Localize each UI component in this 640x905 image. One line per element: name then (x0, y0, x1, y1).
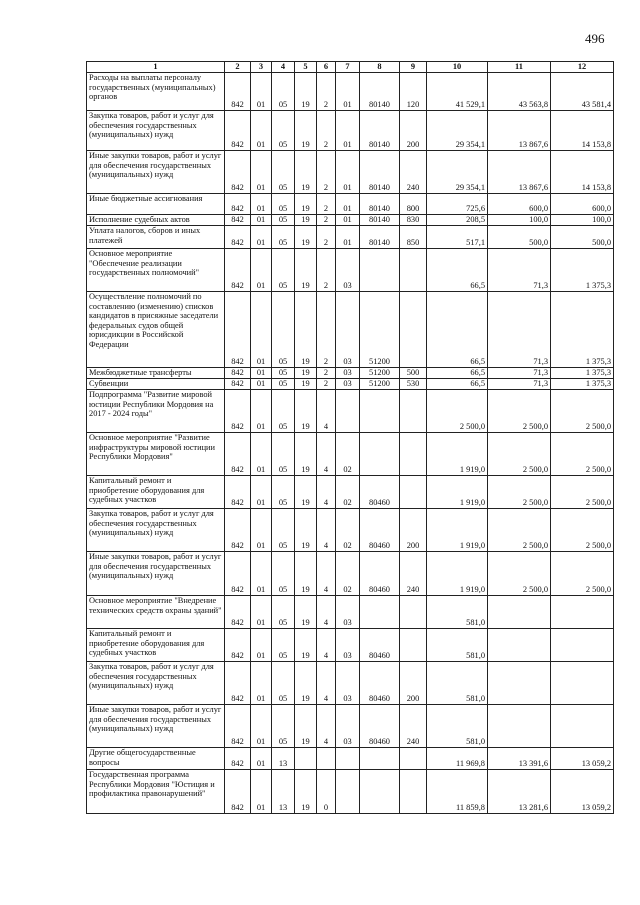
section-cell: 01 (251, 368, 272, 379)
amount-2024-cell: 2 500,0 (488, 476, 551, 509)
amount-2023-cell: 1 919,0 (427, 552, 488, 596)
amount-2025-cell (551, 705, 614, 748)
expense-type-cell: 830 (400, 215, 427, 226)
code-cell: 842 (225, 249, 251, 292)
table-row (87, 215, 614, 226)
table-row (87, 390, 614, 433)
amount-2023-cell: 29 354,1 (427, 151, 488, 194)
amount-2024-cell: 71,3 (488, 379, 551, 390)
row-name-cell: Основное мероприятие "Развитие инфраструктуры мировой юстиции Республики Мордовия" (87, 433, 225, 476)
amount-2025-cell: 43 581,4 (551, 73, 614, 111)
row-name-cell: Расходы на выплаты персоналу государственных (муниципальных) органов (87, 73, 225, 111)
subsection-cell: 05 (272, 215, 295, 226)
amount-2024-cell: 2 500,0 (488, 390, 551, 433)
amount-2025-cell (551, 662, 614, 705)
expense-type-cell: 850 (400, 226, 427, 249)
amount-2023-cell: 581,0 (427, 705, 488, 748)
amount-2023-cell: 1 919,0 (427, 476, 488, 509)
budget-table (86, 61, 614, 814)
row-name-cell: Капитальный ремонт и приобретение оборудования для судебных участков (87, 629, 225, 662)
direction-cell (360, 390, 400, 433)
amount-2024-cell (488, 629, 551, 662)
event-cell: 01 (336, 151, 360, 194)
direction-cell: 80460 (360, 705, 400, 748)
section-cell: 01 (251, 662, 272, 705)
subprogram-cell: 4 (317, 629, 336, 662)
row-name-cell: Капитальный ремонт и приобретение оборудования для судебных участков (87, 476, 225, 509)
subprogram-cell: 4 (317, 390, 336, 433)
program-cell: 19 (295, 662, 317, 705)
section-cell: 01 (251, 111, 272, 151)
subprogram-cell: 4 (317, 433, 336, 476)
table-row (87, 73, 614, 111)
code-cell: 842 (225, 226, 251, 249)
column-header: 5 (295, 62, 317, 73)
section-cell: 01 (251, 292, 272, 368)
direction-cell: 80140 (360, 215, 400, 226)
program-cell: 19 (295, 292, 317, 368)
amount-2023-cell: 1 919,0 (427, 509, 488, 552)
row-name-cell: Уплата налогов, сборов и иных платежей (87, 226, 225, 249)
amount-2023-cell: 581,0 (427, 662, 488, 705)
subprogram-cell: 2 (317, 379, 336, 390)
table-row (87, 596, 614, 629)
code-cell: 842 (225, 509, 251, 552)
program-cell: 19 (295, 552, 317, 596)
subsection-cell: 05 (272, 379, 295, 390)
code-cell: 842 (225, 151, 251, 194)
amount-2024-cell: 43 563,8 (488, 73, 551, 111)
event-cell: 03 (336, 292, 360, 368)
event-cell (336, 770, 360, 814)
row-name-cell: Закупка товаров, работ и услуг для обеспечения государственных (муниципальных) нужд (87, 509, 225, 552)
amount-2025-cell: 14 153,8 (551, 111, 614, 151)
program-cell: 19 (295, 596, 317, 629)
subprogram-cell: 4 (317, 596, 336, 629)
column-header: 4 (272, 62, 295, 73)
subprogram-cell: 2 (317, 292, 336, 368)
event-cell: 03 (336, 662, 360, 705)
subprogram-cell: 2 (317, 249, 336, 292)
code-cell: 842 (225, 379, 251, 390)
subprogram-cell: 2 (317, 151, 336, 194)
column-header: 7 (336, 62, 360, 73)
amount-2024-cell: 13 867,6 (488, 151, 551, 194)
amount-2024-cell: 600,0 (488, 194, 551, 215)
code-cell: 842 (225, 476, 251, 509)
program-cell: 19 (295, 509, 317, 552)
subprogram-cell: 2 (317, 194, 336, 215)
row-name-cell: Осуществление полномочий по составлению (изменению) списков кандидатов в присяжные заседатели федеральных судов общей юрисдикции в Российской Федерации (87, 292, 225, 368)
table-row (87, 509, 614, 552)
section-cell: 01 (251, 748, 272, 770)
subprogram-cell: 4 (317, 705, 336, 748)
amount-2023-cell: 581,0 (427, 629, 488, 662)
subsection-cell: 05 (272, 226, 295, 249)
amount-2025-cell: 2 500,0 (551, 509, 614, 552)
column-header: 9 (400, 62, 427, 73)
event-cell: 03 (336, 249, 360, 292)
subprogram-cell: 2 (317, 226, 336, 249)
expense-type-cell (400, 476, 427, 509)
column-header: 8 (360, 62, 400, 73)
row-name-cell: Иные закупки товаров, работ и услуг для обеспечения государственных (муниципальных) нужд (87, 151, 225, 194)
page-number: 496 (585, 31, 605, 46)
code-cell: 842 (225, 552, 251, 596)
program-cell: 19 (295, 433, 317, 476)
table-row (87, 705, 614, 748)
amount-2025-cell: 13 059,2 (551, 748, 614, 770)
section-cell: 01 (251, 379, 272, 390)
subsection-cell: 05 (272, 552, 295, 596)
subprogram-cell: 4 (317, 662, 336, 705)
amount-2024-cell: 71,3 (488, 292, 551, 368)
section-cell: 01 (251, 390, 272, 433)
code-cell: 842 (225, 433, 251, 476)
section-cell: 01 (251, 151, 272, 194)
amount-2024-cell: 13 867,6 (488, 111, 551, 151)
table-header-row (87, 62, 614, 73)
amount-2025-cell: 1 375,3 (551, 368, 614, 379)
subprogram-cell: 4 (317, 509, 336, 552)
amount-2023-cell: 725,6 (427, 194, 488, 215)
expense-type-cell (400, 770, 427, 814)
expense-type-cell: 530 (400, 379, 427, 390)
section-cell: 01 (251, 770, 272, 814)
direction-cell: 80140 (360, 111, 400, 151)
direction-cell: 80460 (360, 552, 400, 596)
direction-cell: 51200 (360, 292, 400, 368)
amount-2025-cell: 500,0 (551, 226, 614, 249)
amount-2024-cell (488, 705, 551, 748)
event-cell: 03 (336, 629, 360, 662)
event-cell: 02 (336, 433, 360, 476)
subsection-cell: 13 (272, 748, 295, 770)
column-header: 1 (87, 62, 225, 73)
amount-2023-cell: 66,5 (427, 368, 488, 379)
code-cell: 842 (225, 215, 251, 226)
expense-type-cell: 800 (400, 194, 427, 215)
program-cell: 19 (295, 226, 317, 249)
program-cell: 19 (295, 390, 317, 433)
column-header: 6 (317, 62, 336, 73)
direction-cell (360, 770, 400, 814)
amount-2023-cell: 41 529,1 (427, 73, 488, 111)
direction-cell: 80140 (360, 194, 400, 215)
table-row (87, 662, 614, 705)
subsection-cell: 05 (272, 368, 295, 379)
amount-2025-cell (551, 596, 614, 629)
expense-type-cell (400, 629, 427, 662)
code-cell: 842 (225, 292, 251, 368)
row-name-cell: Исполнение судебных актов (87, 215, 225, 226)
direction-cell: 80140 (360, 226, 400, 249)
subsection-cell: 05 (272, 662, 295, 705)
event-cell: 01 (336, 226, 360, 249)
amount-2025-cell: 14 153,8 (551, 151, 614, 194)
code-cell: 842 (225, 662, 251, 705)
row-name-cell: Закупка товаров, работ и услуг для обеспечения государственных (муниципальных) нужд (87, 662, 225, 705)
program-cell: 19 (295, 770, 317, 814)
code-cell: 842 (225, 390, 251, 433)
direction-cell: 80140 (360, 151, 400, 194)
event-cell: 02 (336, 509, 360, 552)
amount-2025-cell (551, 629, 614, 662)
section-cell: 01 (251, 552, 272, 596)
table-row (87, 552, 614, 596)
amount-2024-cell: 71,3 (488, 368, 551, 379)
code-cell: 842 (225, 705, 251, 748)
subsection-cell: 05 (272, 705, 295, 748)
amount-2024-cell: 2 500,0 (488, 552, 551, 596)
section-cell: 01 (251, 215, 272, 226)
row-name-cell: Другие общегосударственные вопросы (87, 748, 225, 770)
section-cell: 01 (251, 596, 272, 629)
program-cell: 19 (295, 368, 317, 379)
subsection-cell: 05 (272, 194, 295, 215)
amount-2025-cell: 1 375,3 (551, 292, 614, 368)
amount-2025-cell: 1 375,3 (551, 379, 614, 390)
program-cell: 19 (295, 194, 317, 215)
subsection-cell: 05 (272, 111, 295, 151)
code-cell: 842 (225, 770, 251, 814)
code-cell: 842 (225, 73, 251, 111)
program-cell: 19 (295, 151, 317, 194)
code-cell: 842 (225, 194, 251, 215)
subsection-cell: 05 (272, 433, 295, 476)
program-cell (295, 748, 317, 770)
amount-2025-cell: 2 500,0 (551, 552, 614, 596)
expense-type-cell (400, 596, 427, 629)
table-row (87, 226, 614, 249)
amount-2023-cell: 2 500,0 (427, 390, 488, 433)
amount-2023-cell: 581,0 (427, 596, 488, 629)
table-row (87, 194, 614, 215)
amount-2023-cell: 29 354,1 (427, 111, 488, 151)
amount-2025-cell: 600,0 (551, 194, 614, 215)
amount-2024-cell: 13 391,6 (488, 748, 551, 770)
section-cell: 01 (251, 73, 272, 111)
expense-type-cell: 240 (400, 552, 427, 596)
amount-2023-cell: 11 969,8 (427, 748, 488, 770)
amount-2025-cell: 1 375,3 (551, 249, 614, 292)
subsection-cell: 05 (272, 73, 295, 111)
expense-type-cell: 240 (400, 705, 427, 748)
subprogram-cell: 2 (317, 215, 336, 226)
event-cell: 01 (336, 194, 360, 215)
row-name-cell: Закупка товаров, работ и услуг для обеспечения государственных (муниципальных) нужд (87, 111, 225, 151)
column-header: 11 (488, 62, 551, 73)
program-cell: 19 (295, 249, 317, 292)
column-header: 2 (225, 62, 251, 73)
direction-cell (360, 596, 400, 629)
direction-cell: 80460 (360, 476, 400, 509)
direction-cell: 51200 (360, 368, 400, 379)
amount-2024-cell (488, 662, 551, 705)
table-row (87, 629, 614, 662)
column-header: 12 (551, 62, 614, 73)
direction-cell (360, 249, 400, 292)
event-cell: 02 (336, 476, 360, 509)
event-cell: 01 (336, 73, 360, 111)
amount-2023-cell: 11 859,8 (427, 770, 488, 814)
subsection-cell: 13 (272, 770, 295, 814)
subprogram-cell: 2 (317, 73, 336, 111)
row-name-cell: Основное мероприятие "Обеспечение реализации государственных полномочий" (87, 249, 225, 292)
row-name-cell: Иные закупки товаров, работ и услуг для обеспечения государственных (муниципальных) нужд (87, 552, 225, 596)
amount-2023-cell: 66,5 (427, 249, 488, 292)
table-row (87, 476, 614, 509)
program-cell: 19 (295, 111, 317, 151)
direction-cell (360, 433, 400, 476)
amount-2023-cell: 66,5 (427, 292, 488, 368)
subprogram-cell (317, 748, 336, 770)
code-cell: 842 (225, 596, 251, 629)
event-cell: 03 (336, 596, 360, 629)
code-cell: 842 (225, 629, 251, 662)
event-cell: 03 (336, 705, 360, 748)
table-row (87, 292, 614, 368)
table-row (87, 770, 614, 814)
section-cell: 01 (251, 226, 272, 249)
subprogram-cell: 2 (317, 111, 336, 151)
section-cell: 01 (251, 476, 272, 509)
expense-type-cell (400, 433, 427, 476)
subsection-cell: 05 (272, 476, 295, 509)
program-cell: 19 (295, 379, 317, 390)
row-name-cell: Межбюджетные трансферты (87, 368, 225, 379)
direction-cell: 51200 (360, 379, 400, 390)
expense-type-cell: 500 (400, 368, 427, 379)
expense-type-cell (400, 390, 427, 433)
amount-2024-cell: 2 500,0 (488, 433, 551, 476)
amount-2024-cell: 13 281,6 (488, 770, 551, 814)
subsection-cell: 05 (272, 629, 295, 662)
code-cell: 842 (225, 111, 251, 151)
direction-cell: 80140 (360, 73, 400, 111)
subprogram-cell: 0 (317, 770, 336, 814)
subprogram-cell: 4 (317, 476, 336, 509)
amount-2025-cell: 100,0 (551, 215, 614, 226)
row-name-cell: Субвенции (87, 379, 225, 390)
event-cell: 02 (336, 552, 360, 596)
expense-type-cell: 200 (400, 662, 427, 705)
expense-type-cell: 240 (400, 151, 427, 194)
direction-cell: 80460 (360, 629, 400, 662)
amount-2024-cell: 2 500,0 (488, 509, 551, 552)
column-header: 10 (427, 62, 488, 73)
row-name-cell: Иные бюджетные ассигнования (87, 194, 225, 215)
amount-2023-cell: 1 919,0 (427, 433, 488, 476)
direction-cell: 80460 (360, 509, 400, 552)
table-row (87, 379, 614, 390)
expense-type-cell: 200 (400, 509, 427, 552)
program-cell: 19 (295, 629, 317, 662)
subprogram-cell: 2 (317, 368, 336, 379)
table-row (87, 368, 614, 379)
row-name-cell: Подпрограмма "Развитие мировой юстиции Республики Мордовия на 2017 - 2024 годы" (87, 390, 225, 433)
program-cell: 19 (295, 705, 317, 748)
row-name-cell: Иные закупки товаров, работ и услуг для обеспечения государственных (муниципальных) нужд (87, 705, 225, 748)
subsection-cell: 05 (272, 292, 295, 368)
table-row (87, 748, 614, 770)
section-cell: 01 (251, 705, 272, 748)
subsection-cell: 05 (272, 596, 295, 629)
event-cell: 03 (336, 368, 360, 379)
subsection-cell: 05 (272, 390, 295, 433)
amount-2025-cell: 2 500,0 (551, 390, 614, 433)
expense-type-cell: 120 (400, 73, 427, 111)
event-cell: 03 (336, 379, 360, 390)
amount-2024-cell (488, 596, 551, 629)
amount-2025-cell: 2 500,0 (551, 433, 614, 476)
program-cell: 19 (295, 215, 317, 226)
amount-2025-cell: 2 500,0 (551, 476, 614, 509)
subsection-cell: 05 (272, 151, 295, 194)
amount-2023-cell: 66,5 (427, 379, 488, 390)
subsection-cell: 05 (272, 509, 295, 552)
expense-type-cell (400, 249, 427, 292)
section-cell: 01 (251, 249, 272, 292)
table-row (87, 111, 614, 151)
amount-2023-cell: 208,5 (427, 215, 488, 226)
amount-2024-cell: 500,0 (488, 226, 551, 249)
amount-2025-cell: 13 059,2 (551, 770, 614, 814)
direction-cell: 80460 (360, 662, 400, 705)
event-cell: 01 (336, 111, 360, 151)
section-cell: 01 (251, 509, 272, 552)
section-cell: 01 (251, 433, 272, 476)
amount-2024-cell: 71,3 (488, 249, 551, 292)
code-cell: 842 (225, 368, 251, 379)
table-row (87, 151, 614, 194)
subprogram-cell: 4 (317, 552, 336, 596)
event-cell: 01 (336, 215, 360, 226)
section-cell: 01 (251, 194, 272, 215)
direction-cell (360, 748, 400, 770)
expense-type-cell (400, 748, 427, 770)
event-cell (336, 390, 360, 433)
amount-2023-cell: 517,1 (427, 226, 488, 249)
section-cell: 01 (251, 629, 272, 662)
row-name-cell: Государственная программа Республики Мордовия "Юстиция и профилактика правонарушений" (87, 770, 225, 814)
row-name-cell: Основное мероприятие "Внедрение технических средств охраны зданий" (87, 596, 225, 629)
subsection-cell: 05 (272, 249, 295, 292)
table-row (87, 249, 614, 292)
column-header: 3 (251, 62, 272, 73)
expense-type-cell (400, 292, 427, 368)
program-cell: 19 (295, 73, 317, 111)
amount-2024-cell: 100,0 (488, 215, 551, 226)
table-body (87, 73, 614, 814)
event-cell (336, 748, 360, 770)
code-cell: 842 (225, 748, 251, 770)
program-cell: 19 (295, 476, 317, 509)
expense-type-cell: 200 (400, 111, 427, 151)
table-row (87, 433, 614, 476)
